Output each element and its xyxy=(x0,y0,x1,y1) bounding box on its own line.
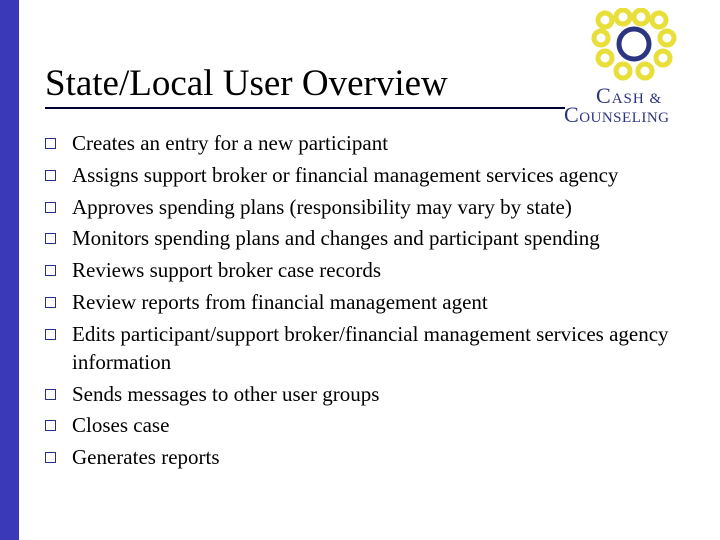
hollow-square-icon xyxy=(45,170,56,181)
list-item: Review reports from financial management agent xyxy=(44,288,704,316)
logo-text-cash: CASH & xyxy=(596,83,663,108)
cash-counseling-knot-icon xyxy=(591,8,683,82)
left-accent-bar xyxy=(0,0,19,540)
hollow-square-icon xyxy=(45,420,56,431)
hollow-square-icon xyxy=(45,389,56,400)
slide-title: State/Local User Overview xyxy=(45,63,448,104)
list-item: Edits participant/support broker/financial management services agency information xyxy=(44,320,704,376)
list-item: Sends messages to other user groups xyxy=(44,380,704,408)
title-underline xyxy=(45,107,565,109)
hollow-square-icon xyxy=(45,138,56,149)
list-item: Assigns support broker or financial management services agency xyxy=(44,161,704,189)
hollow-square-icon xyxy=(45,265,56,276)
hollow-square-icon xyxy=(45,297,56,308)
list-item: Reviews support broker case records xyxy=(44,256,704,284)
cash-counseling-logo xyxy=(562,8,712,126)
hollow-square-icon xyxy=(45,452,56,463)
logo-text-counseling: COUNSELING xyxy=(564,102,670,127)
hollow-square-icon xyxy=(45,202,56,213)
hollow-square-icon xyxy=(45,329,56,340)
list-item: Closes case xyxy=(44,411,704,439)
bullet-list xyxy=(44,129,704,475)
hollow-square-icon xyxy=(45,233,56,244)
list-item: Creates an entry for a new participant xyxy=(44,129,704,157)
list-item: Monitors spending plans and changes and participant spending xyxy=(44,224,704,252)
list-item: Generates reports xyxy=(44,443,704,471)
list-item: Approves spending plans (responsibility may vary by state) xyxy=(44,193,704,221)
